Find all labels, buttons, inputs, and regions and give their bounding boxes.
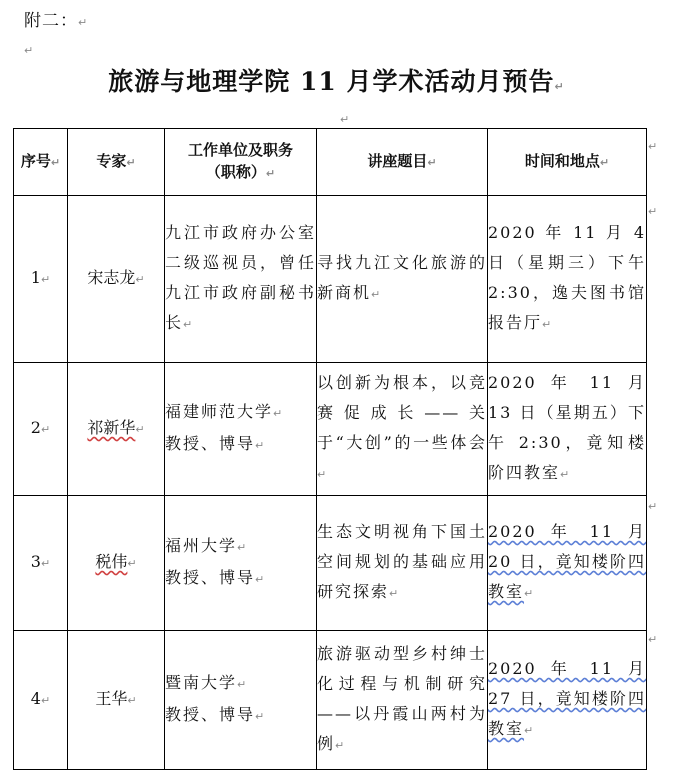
cell-expert: 税伟↵ xyxy=(68,496,165,631)
cell-expert: 祁新华↵ xyxy=(68,363,165,496)
cell-org: 九江市政府办公室二级巡视员，曾任九江市政府副秘书长↵ xyxy=(165,196,317,363)
header-topic: 讲座题目↵ xyxy=(317,129,488,196)
cell-org: 暨南大学↵ 教授、博导↵ xyxy=(165,631,317,770)
cell-no: 3↵ xyxy=(14,496,68,631)
cell-time: 2020 年 11 月 13 日（星期五）下午 2:30，竟知楼阶四教室↵ xyxy=(488,363,647,496)
cell-no: 2↵ xyxy=(14,363,68,496)
cell-expert: 王华↵ xyxy=(68,631,165,770)
paragraph-mark: ↵ xyxy=(78,16,89,29)
table-row xyxy=(14,196,647,363)
header-org: 工作单位及职务 （职称）↵ xyxy=(165,129,317,196)
cell-time: 2020 年 11 月 4 日（星期三）下午 2:30，逸夫图书馆报告厅↵ xyxy=(488,196,647,363)
cell-expert: 宋志龙↵ xyxy=(68,196,165,363)
header-expert: 专家↵ xyxy=(68,129,165,196)
header-no: 序号↵ xyxy=(14,129,68,196)
table-row xyxy=(14,496,647,631)
cell-no: 1↵ xyxy=(14,196,68,363)
table-header-row xyxy=(14,129,647,196)
annex-label-text: 附二： xyxy=(24,11,78,31)
paragraph-mark: ↵ xyxy=(340,113,350,126)
paragraph-mark: ↵ xyxy=(648,140,658,153)
lecture-schedule-table xyxy=(13,128,647,770)
cell-time: 2020 年 11 月 20 日，竟知楼阶四教室↵ xyxy=(488,496,647,631)
document-title xyxy=(0,62,673,98)
cell-org: 福建师范大学↵ 教授、博导↵ xyxy=(165,363,317,496)
paragraph-mark: ↵ xyxy=(24,44,34,57)
cell-time: 2020 年 11 月 27 日，竟知楼阶四教室↵ xyxy=(488,631,647,770)
paragraph-mark: ↵ xyxy=(648,633,658,646)
cell-topic: 旅游驱动型乡村绅士化过程与机制研究——以丹霞山两村为例↵ xyxy=(317,631,488,770)
document-title-text: 旅游与地理学院 11 月学术活动月预告 xyxy=(108,67,555,96)
table-row xyxy=(14,631,647,770)
annex-label xyxy=(24,6,88,31)
cell-no: 4↵ xyxy=(14,631,68,770)
cell-org: 福州大学↵ 教授、博导↵ xyxy=(165,496,317,631)
paragraph-mark: ↵ xyxy=(554,80,565,93)
cell-topic: 生态文明视角下国土空间规划的基础应用研究探索↵ xyxy=(317,496,488,631)
cell-topic: 寻找九江文化旅游的新商机↵ xyxy=(317,196,488,363)
paragraph-mark: ↵ xyxy=(648,500,658,513)
table-row xyxy=(14,363,647,496)
header-time: 时间和地点↵ xyxy=(488,129,647,196)
cell-topic: 以创新为根本，以竞赛促成长——关于“大创”的一些体会↵ xyxy=(317,363,488,496)
paragraph-mark: ↵ xyxy=(648,205,658,218)
